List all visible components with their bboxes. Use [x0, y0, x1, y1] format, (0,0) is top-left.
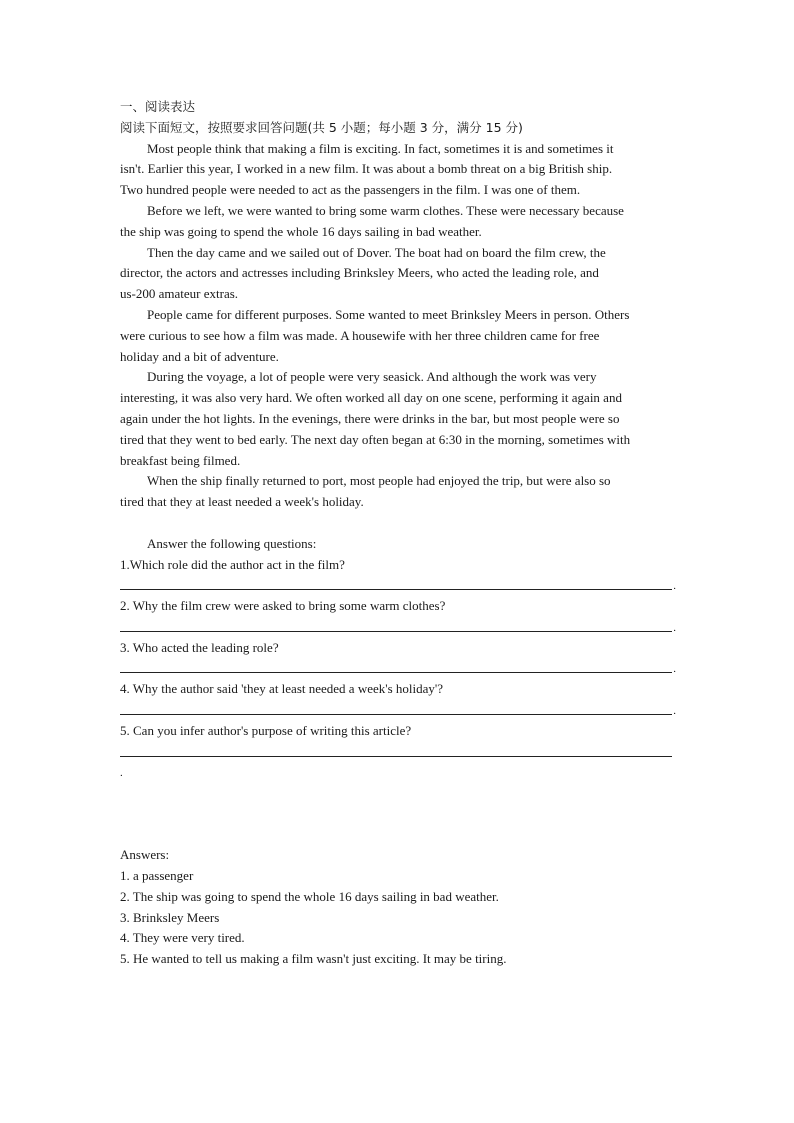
passage-line: Two hundred people were needed to act as the passengers in the film. I was one of them. [120, 182, 581, 198]
section-instructions: 阅读下面短文，按照要求回答问题(共 5 小题；每小题 3 分，满分 15 分) [120, 119, 523, 135]
answers-section [120, 845, 676, 970]
passage-line: Before we left, we were wanted to bring some warm clothes. These were necessary because [147, 202, 624, 218]
passage-line: again under the hot lights. In the evenings, there were drinks in the bar, but most people were so [120, 410, 620, 426]
answer-3: 3. Brinksley Meers [120, 909, 220, 925]
answer-rule [120, 589, 672, 590]
questions-section [120, 534, 676, 784]
answer-blank-5[interactable] [120, 742, 676, 763]
answer-rule [120, 714, 672, 715]
passage-line: During the voyage, a lot of people were very seasick. And although the work was very [147, 369, 597, 385]
answer-4: 4. They were very tired. [120, 930, 245, 946]
spacer [120, 783, 676, 845]
answer-2: 2. The ship was going to spend the whole 16 days sailing in bad weather. [120, 888, 499, 904]
answer-rule [120, 631, 672, 632]
answer-blank-4[interactable] [120, 700, 676, 721]
passage-line: People came for different purposes. Some wanted to meet Brinksley Meers in person. Others [147, 306, 630, 322]
question-4: 4. Why the author said 'they at least needed a week's holiday'? [120, 681, 444, 697]
passage-line: isn't. Earlier this year, I worked in a new film. It was about a bomb threat on a big British ship. [120, 161, 613, 177]
question-2: 2. Why the film crew were asked to bring some warm clothes? [120, 598, 446, 614]
passage [120, 139, 676, 513]
passage-line: When the ship finally returned to port, most people had enjoyed the trip, but were also so [147, 473, 611, 489]
spacer [120, 513, 676, 534]
question-5: 5. Can you infer author's purpose of writing this article? [120, 722, 412, 738]
passage-line: tired that they went to bed early. The next day often began at 6:30 in the morning, sometimes with [120, 431, 631, 447]
questions-prompt: Answer the following questions: [147, 535, 317, 551]
question-3: 3. Who acted the leading role? [120, 639, 279, 655]
document-content [120, 97, 676, 970]
passage-line: breakfast being filmed. [120, 452, 241, 468]
trailing-dot: . [120, 766, 123, 779]
passage-line: Most people think that making a film is exciting. In fact, sometimes it is and sometimes it [147, 140, 614, 156]
answer-blank-3[interactable] [120, 659, 676, 680]
answer-rule [120, 672, 672, 673]
passage-line: holiday and a bit of adventure. [120, 348, 279, 364]
answer-1: 1. a passenger [120, 868, 194, 884]
passage-line: interesting, it was also very hard. We often worked all day on one scene, performing it again and [120, 390, 622, 406]
passage-line: the ship was going to spend the whole 16 days sailing in bad weather. [120, 223, 482, 239]
answer-5: 5. He wanted to tell us making a film wasn't just exciting. It may be tiring. [120, 951, 507, 967]
section-heading: 一、阅读表达 [120, 99, 196, 114]
line-end-dot: . [673, 580, 676, 593]
answer-blank-1[interactable] [120, 575, 676, 596]
passage-line: tired that they at least needed a week's holiday. [120, 494, 364, 510]
answer-blank-2[interactable] [120, 617, 676, 638]
line-end-dot: . [673, 621, 676, 634]
answers-title: Answers: [120, 847, 170, 863]
passage-line: were curious to see how a film was made. A housewife with her three children came for free [120, 327, 600, 343]
question-1: 1.Which role did the author act in the film? [120, 556, 345, 572]
passage-line: us-200 amateur extras. [120, 286, 239, 302]
line-end-dot: . [673, 663, 676, 676]
answer-rule [120, 756, 672, 757]
passage-line: Then the day came and we sailed out of Dover. The boat had on board the film crew, the [147, 244, 606, 260]
passage-line: director, the actors and actresses including Brinksley Meers, who acted the leading role, and [120, 265, 599, 281]
line-end-dot: . [673, 704, 676, 717]
